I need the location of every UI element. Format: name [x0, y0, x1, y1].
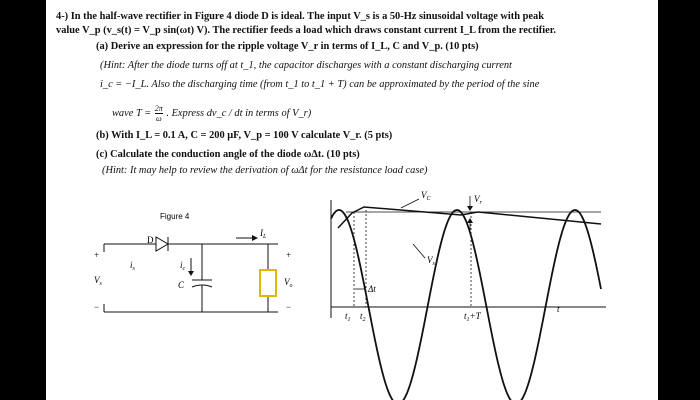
hint-fraction-denominator: ω: [155, 114, 162, 123]
figure-title: Figure 4: [160, 212, 190, 221]
vr-label: $V_r$: [474, 194, 482, 206]
output-voltage-label: $V_o$: [284, 277, 293, 289]
hint-period-prefix: wave T =: [112, 107, 152, 119]
load-current-arrowhead: [252, 235, 258, 241]
vc-label: $V_C$: [421, 190, 431, 202]
time-axis-label: t: [557, 304, 560, 314]
source-plus-label: +: [94, 250, 100, 260]
vc-pointer: [401, 199, 419, 208]
source-minus-label: −: [94, 302, 100, 312]
load-current-source: [260, 270, 276, 296]
delta-t-label: Δt: [368, 284, 376, 294]
hint-period-suffix: . Express dv_c / dt in terms of V_r): [166, 107, 312, 119]
problem-header-line-2: value V_p (v_s(t) = V_p sin(ωt) V). The rectifier feeds a load which draws constant current I_L from the rectifier.: [56, 25, 557, 36]
capacitor-voltage-ripple: [338, 207, 601, 228]
load-current-label: $I_L$: [260, 228, 267, 240]
part-a-hint-line-1: (Hint: After the diode turns off at t_1, the capacitor discharges with a constant discharging current: [100, 60, 512, 71]
part-c-question: (c) Calculate the conduction angle of the diode ωΔt. (10 pts): [96, 149, 360, 160]
diode-symbol: [156, 237, 168, 251]
part-b-question: (b) With I_L = 0.1 A, C = 200 μF, V_p = 100 V calculate V_r. (5 pts): [96, 130, 393, 141]
t1-label: $t_1$: [345, 311, 351, 323]
problem-header-line-1: 4-) In the half-wave rectifier in Figure 4 diode D is ideal. The input V_s is a 50-Hz sinusoidal voltage with peak: [56, 11, 545, 22]
problem-page: [46, 0, 658, 400]
output-minus-label: −: [286, 302, 292, 312]
vr-arrowhead-bottom: [467, 218, 473, 223]
part-a-hint-line-3: [112, 104, 311, 123]
source-voltage-label: $V_s$: [94, 275, 102, 287]
part-a-question: (a) Derive an expression for the ripple voltage V_r in terms of I_L, C and V_p. (10 pts): [96, 41, 479, 52]
hint-period-fraction: [155, 104, 163, 123]
part-c-hint: (Hint: It may help to review the derivation of ωΔt for the resistance load case): [102, 165, 428, 176]
diode-label: D: [147, 235, 154, 245]
vs-label: $V_s$: [427, 255, 435, 267]
capacitor-current-arrowhead: [188, 271, 194, 276]
capacitor-plate-bottom: [192, 285, 212, 287]
output-plus-label: +: [286, 250, 292, 260]
capacitor-current-label: $i_c$: [180, 260, 186, 272]
vr-arrowhead-top: [467, 206, 473, 211]
vs-pointer: [413, 244, 425, 258]
source-current-label: $i_s$: [130, 260, 135, 272]
t1T-label: $t_1+T$: [464, 311, 481, 323]
t2-label: $t_2$: [360, 311, 366, 323]
part-a-hint-line-2: i_c = −I_L. Also the discharging time (from t_1 to t_1 + T) can be approximated by the period of the sine: [100, 79, 540, 90]
capacitor-label: C: [178, 280, 185, 290]
input-sine-wave: [331, 210, 601, 400]
hint-fraction-numerator: 2π: [154, 104, 163, 113]
